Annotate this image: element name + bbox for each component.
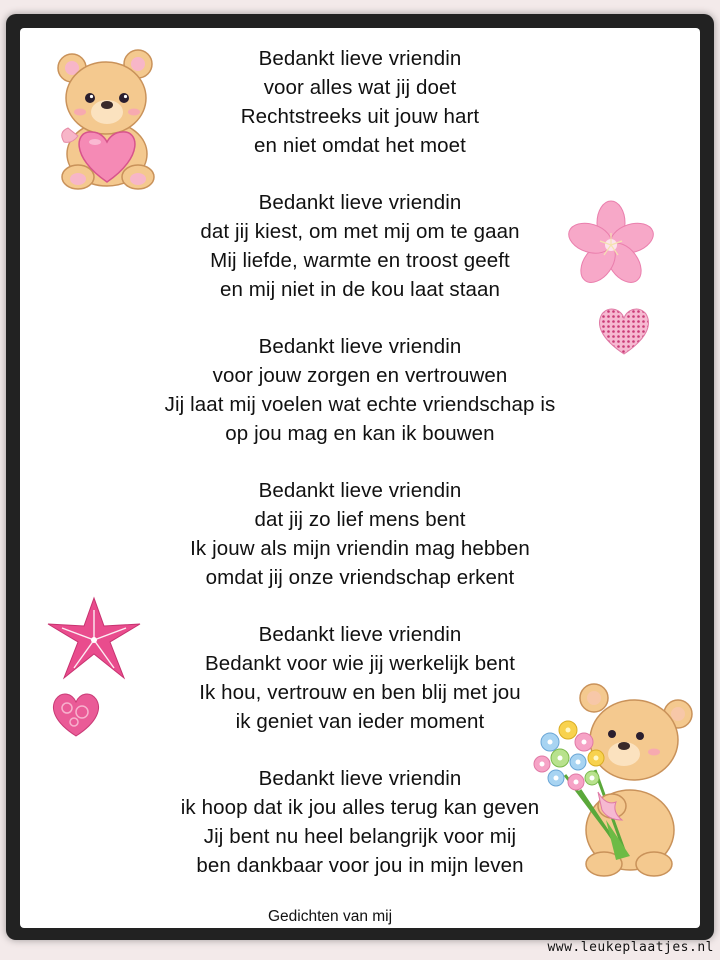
poem-line: Bedankt lieve vriendin: [258, 479, 462, 502]
poem-line: Bedankt lieve vriendin: [258, 623, 462, 646]
dotted-heart-icon: [596, 304, 652, 356]
pink-star-flower-icon: [46, 596, 142, 680]
stanza: [20, 476, 700, 592]
poem-line: Jij bent nu heel belangrijk voor mij: [203, 825, 517, 848]
poem-line: ik geniet van ieder moment: [235, 710, 485, 733]
poem-line: op jou mag en kan ik bouwen: [225, 422, 495, 445]
watermark: www.leukeplaatjes.nl: [547, 940, 714, 955]
poem-line: Jij laat mij voelen wat echte vriendschap is: [164, 393, 556, 416]
poem-line: ben dankbaar voor jou in mijn leven: [196, 854, 524, 877]
poem-line: Bedankt voor wie jij werkelijk bent: [205, 652, 515, 675]
poem-line: Bedankt lieve vriendin: [258, 191, 462, 214]
poem-line: Rechtstreeks uit jouw hart: [240, 105, 480, 128]
poem-line: en niet omdat het moet: [254, 134, 466, 157]
poem-line: Ik jouw als mijn vriendin mag hebben: [190, 537, 530, 560]
poem-line: Mij liefde, warmte en troost geeft: [210, 249, 510, 272]
poem-line: ik hoop dat ik jou alles terug kan geven: [180, 796, 540, 819]
poem-line: omdat jij onze vriendschap erkent: [205, 566, 515, 589]
teddy-bear-with-heart-icon: [50, 42, 165, 192]
poem-line: dat jij zo lief mens bent: [254, 508, 466, 531]
poem-line: Bedankt lieve vriendin: [258, 47, 462, 70]
poem-line: Ik hou, vertrouw en ben blij met jou: [199, 681, 521, 704]
poem-line: voor jouw zorgen en vertrouwen: [212, 364, 508, 387]
poem-line: dat jij kiest, om met mij om te gaan: [200, 220, 520, 243]
teddy-bear-with-bouquet-icon: [520, 680, 700, 880]
poem-line: Bedankt lieve vriendin: [258, 767, 462, 790]
poem-line: voor alles wat jij doet: [263, 76, 457, 99]
poem-line: Bedankt lieve vriendin: [258, 335, 462, 358]
poem-line: en mij niet in de kou laat staan: [219, 278, 501, 301]
signature: Gedichten van mij: [268, 908, 393, 925]
pink-heart-icon: [50, 690, 102, 738]
pink-flower-icon: [566, 200, 656, 290]
